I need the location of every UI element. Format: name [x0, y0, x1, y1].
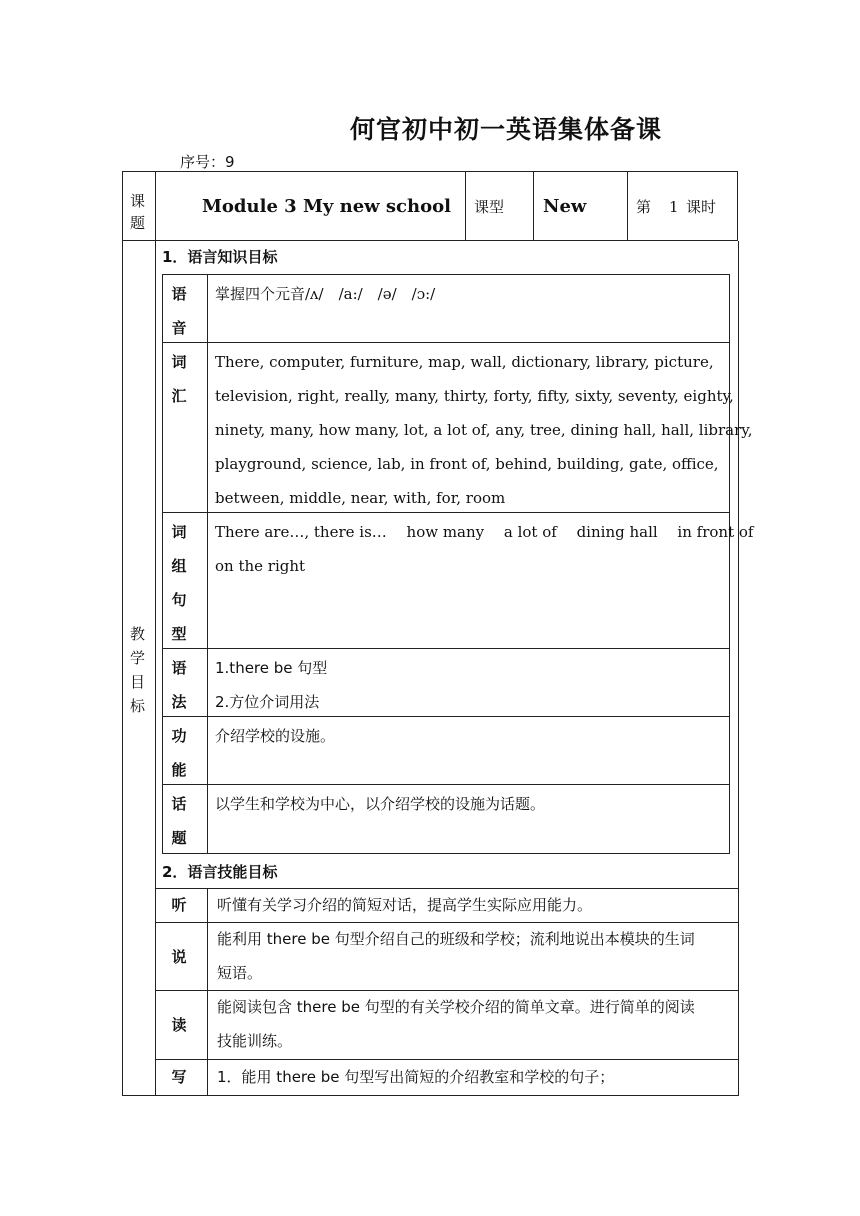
speaking-cell: [208, 922, 738, 990]
period-prefix: 第: [636, 198, 652, 216]
vocabulary-line-5: between, middle, near, with, for, room: [215, 489, 506, 507]
grammar-line-1: 1.there be 句型: [215, 659, 328, 677]
period-suffix: 课时: [686, 198, 717, 216]
row-label-reading: 读: [171, 1016, 187, 1034]
row-label-function: 功 能: [171, 727, 187, 779]
grammar-line-2: 2.方位介词用法: [215, 693, 320, 711]
topic-value: Module 3 My new school: [202, 196, 451, 217]
serial-number: 序号：9: [180, 153, 235, 171]
writing-text: 1．能用 there be 句型写出简短的介绍教室和学校的句子；: [217, 1068, 615, 1086]
row-label-topic: 话 题: [171, 795, 187, 847]
row-label-listening: 听: [171, 896, 187, 914]
vocabulary-line-1: There, computer, furniture, map, wall, dictionary, library, picture,: [215, 353, 714, 371]
vocabulary-line-2: television, right, really, many, thirty, forty, fifty, sixty, seventy, eighty,: [215, 387, 734, 405]
type-label: 课型: [474, 198, 505, 216]
row-label-vocabulary: 词 汇: [171, 353, 187, 405]
row-label-speaking: 说: [171, 948, 187, 966]
vocabulary-line-3: ninety, many, how many, lot, a lot of, any, tree, dining hall, hall, library,: [215, 421, 753, 439]
row-label-phrases: 词 组 句 型: [171, 523, 187, 643]
row-label-grammar: 语 法: [171, 659, 187, 711]
speaking-line-1: 能利用 there be 句型介绍自己的班级和学校；流利地说出本模块的生词: [217, 930, 695, 948]
speaking-line-2: 短语。: [217, 964, 263, 982]
phonetics-text: 掌握四个元音/ʌ/ /a:/ /ə/ /ɔ:/: [215, 285, 436, 303]
topic-label: 课题: [130, 192, 146, 232]
row-label-writing: 写: [171, 1068, 187, 1086]
document-title: 何官初中初一英语集体备课: [350, 115, 663, 144]
function-text: 介绍学校的设施。: [215, 727, 336, 745]
type-value: New: [543, 196, 587, 217]
phrases-line-1: There are…, there is… how many a lot of dining hall in front of: [215, 523, 754, 541]
reading-cell: [208, 990, 738, 1058]
topic-text: 以学生和学校为中心，以介绍学校的设施为话题。: [215, 795, 546, 813]
reading-line-2: 技能训练。: [217, 1032, 293, 1050]
listening-text: 听懂有关学习介绍的简短对话，提高学生实际应用能力。: [217, 896, 593, 914]
objectives-label: 教学目标: [130, 625, 146, 715]
period-number: 1: [669, 198, 679, 216]
vocabulary-line-4: playground, science, lab, in front of, behind, building, gate, office,: [215, 455, 719, 473]
row-label-phonetics: 语 音: [171, 285, 187, 337]
reading-line-1: 能阅读包含 there be 句型的有关学校介绍的简单文章。进行简单的阅读: [217, 998, 695, 1016]
phrases-line-2: on the right: [215, 557, 306, 575]
section2-title: 2．语言技能目标: [162, 863, 278, 881]
section1-title: 1．语言知识目标: [162, 248, 278, 266]
